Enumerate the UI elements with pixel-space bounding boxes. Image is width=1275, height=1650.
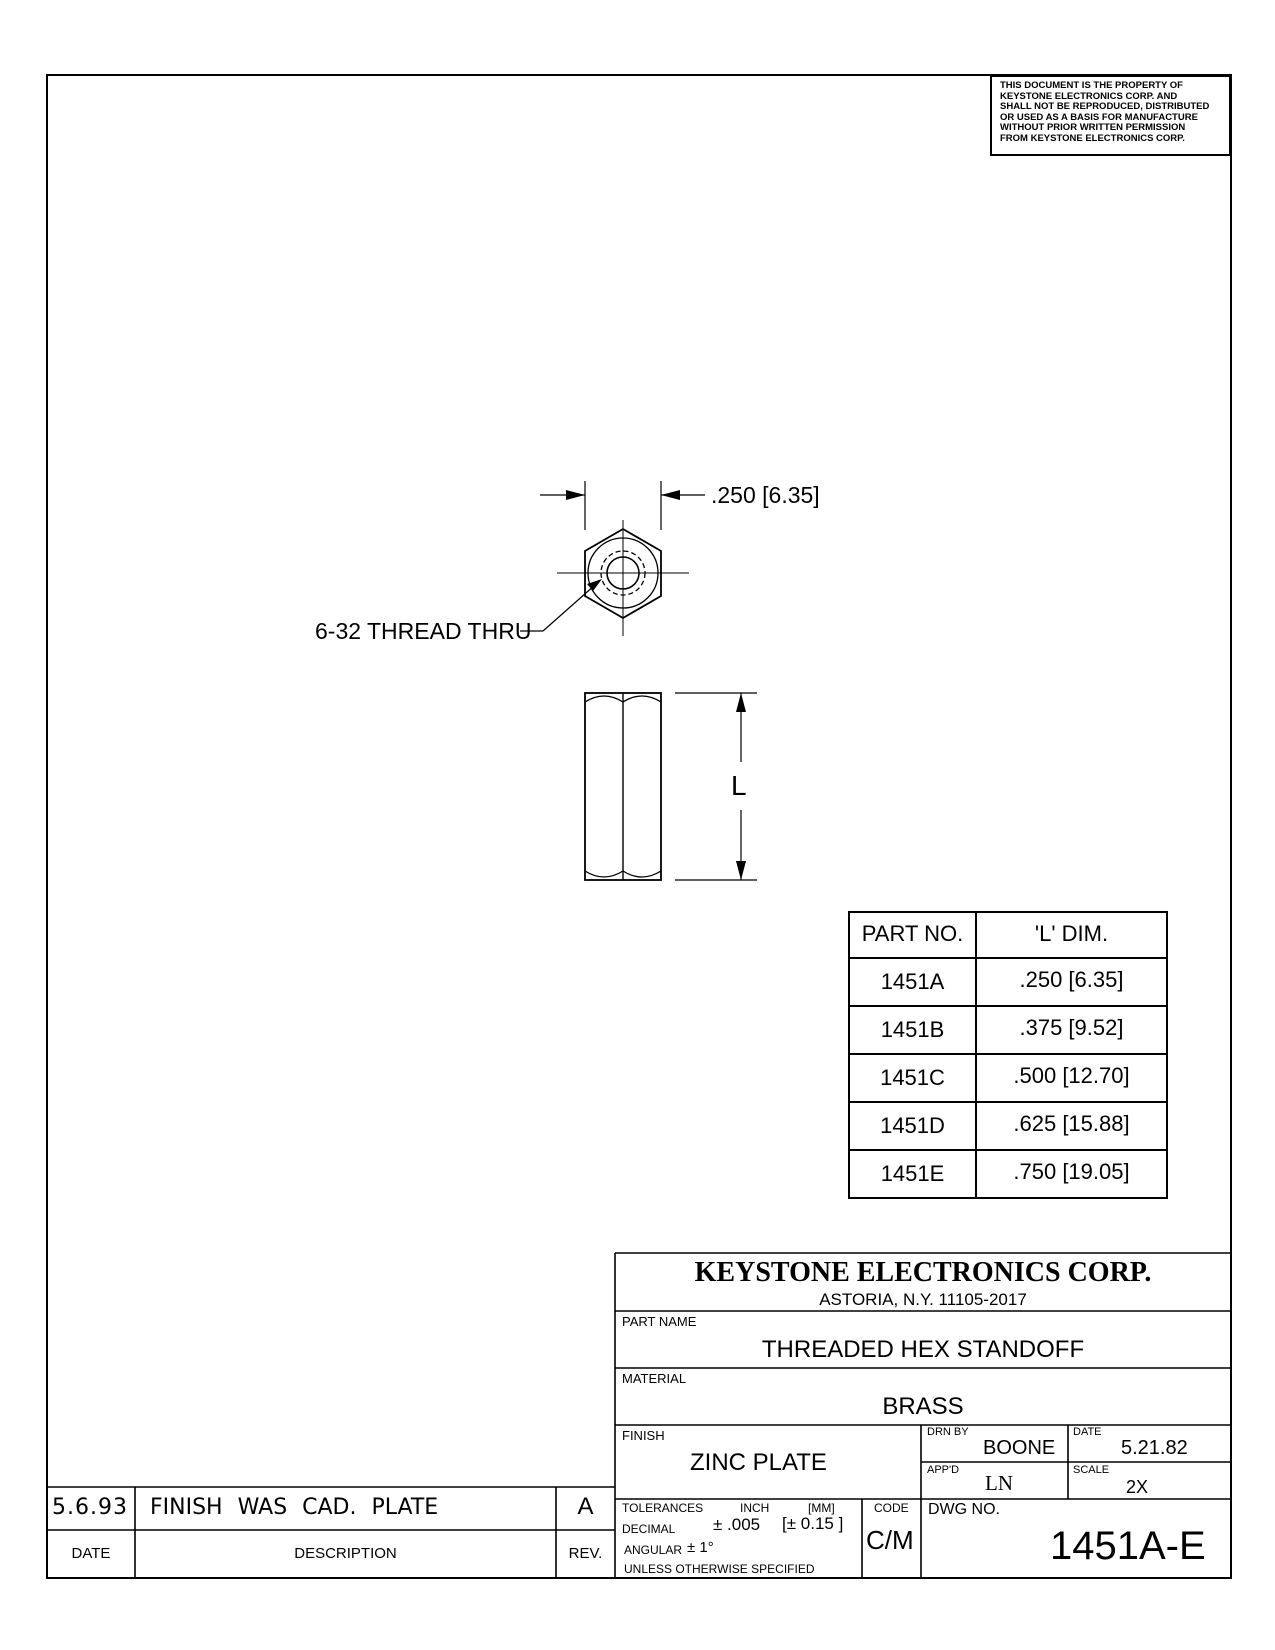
table-cell-part-no: 1451D <box>880 1113 945 1138</box>
angular-label: ANGULAR <box>624 1543 683 1557</box>
dwg-no: 1451A-E <box>1050 1524 1206 1568</box>
table-header-l-dim: 'L' DIM. <box>1034 921 1109 946</box>
company-address: ASTORIA, N.Y. 11105-2017 <box>819 1290 1027 1309</box>
revision-description-header: DESCRIPTION <box>294 1545 397 1562</box>
notice-line: WITHOUT PRIOR WRITTEN PERMISSION <box>1000 122 1186 133</box>
property-notice <box>1000 81 1228 144</box>
table-cell-part-no: 1451E <box>880 1161 945 1186</box>
angular: ± 1° <box>687 1539 714 1556</box>
drn-by: BOONE <box>983 1437 1056 1459</box>
hex-top-view <box>520 481 705 636</box>
revision-description: FINISH WAS CAD. PLATE <box>150 1495 439 1520</box>
notice-line: THIS DOCUMENT IS THE PROPERTY OF <box>1000 80 1183 91</box>
inch-label: INCH <box>740 1501 770 1515</box>
dwg-no-label: DWG NO. <box>928 1501 1000 1518</box>
notice-line: KEYSTONE ELECTRONICS CORP. AND <box>1000 90 1178 102</box>
appd: LN <box>985 1471 1013 1495</box>
table-cell-part-no: 1451B <box>880 1017 945 1042</box>
material-label: MATERIAL <box>622 1371 687 1386</box>
table-cell-l-dim: .625 [15.88] <box>1013 1111 1130 1136</box>
table-cell-part-no: 1451A <box>880 969 945 994</box>
part-name: THREADED HEX STANDOFF <box>761 1336 1085 1363</box>
decimal-inch: ± .005 <box>713 1515 761 1534</box>
notice-line: SHALL NOT BE REPRODUCED, DISTRIBUTED <box>1000 101 1210 112</box>
revision-date: 5.6.93 <box>52 1495 128 1520</box>
table-cell-l-dim: .750 [19.05] <box>1013 1159 1130 1184</box>
revision-date-header: DATE <box>71 1545 111 1562</box>
tolerances-label: TOLERANCES <box>622 1501 704 1515</box>
notice-line: FROM KEYSTONE ELECTRONICS CORP. <box>1000 132 1185 144</box>
revision-letter: A <box>577 1493 594 1520</box>
decimal-label: DECIMAL <box>622 1522 676 1536</box>
code-label: CODE <box>874 1501 909 1515</box>
table-cell-l-dim: .250 [6.35] <box>1019 967 1124 992</box>
table-cell-part-no: 1451C <box>880 1065 945 1090</box>
company-name: KEYSTONE ELECTRONICS CORP. <box>694 1257 1152 1288</box>
revision-rev-header: REV. <box>568 1545 603 1562</box>
finish-label: FINISH <box>622 1428 665 1443</box>
table-cell-l-dim: .500 [12.70] <box>1013 1063 1130 1088</box>
scale-label: SCALE <box>1073 1464 1110 1476</box>
thread-note: 6-32 THREAD THRU <box>315 618 532 644</box>
part-name-label: PART NAME <box>622 1314 697 1329</box>
code: C/M <box>866 1525 914 1555</box>
appd-label: APP'D <box>927 1464 960 1476</box>
unless-otherwise-specified: UNLESS OTHERWISE SPECIFIED <box>624 1562 815 1576</box>
drn-by-label: DRN BY <box>927 1426 969 1438</box>
length-label: L <box>731 770 747 801</box>
date-label: DATE <box>1073 1426 1102 1438</box>
finish: ZINC PLATE <box>690 1449 827 1476</box>
parts-table-grid <box>849 912 1167 1198</box>
table-header-part-no: PART NO. <box>861 921 964 946</box>
mm-label: [MM] <box>808 1501 835 1515</box>
date: 5.21.82 <box>1121 1437 1188 1459</box>
material: BRASS <box>882 1393 964 1420</box>
notice-line: OR USED AS A BASIS FOR MANUFACTURE <box>1000 111 1198 123</box>
decimal-mm: [± 0.15 ] <box>782 1514 844 1533</box>
width-dimension: .250 [6.35] <box>711 482 820 508</box>
table-cell-l-dim: .375 [9.52] <box>1019 1015 1124 1040</box>
scale: 2X <box>1126 1477 1149 1497</box>
